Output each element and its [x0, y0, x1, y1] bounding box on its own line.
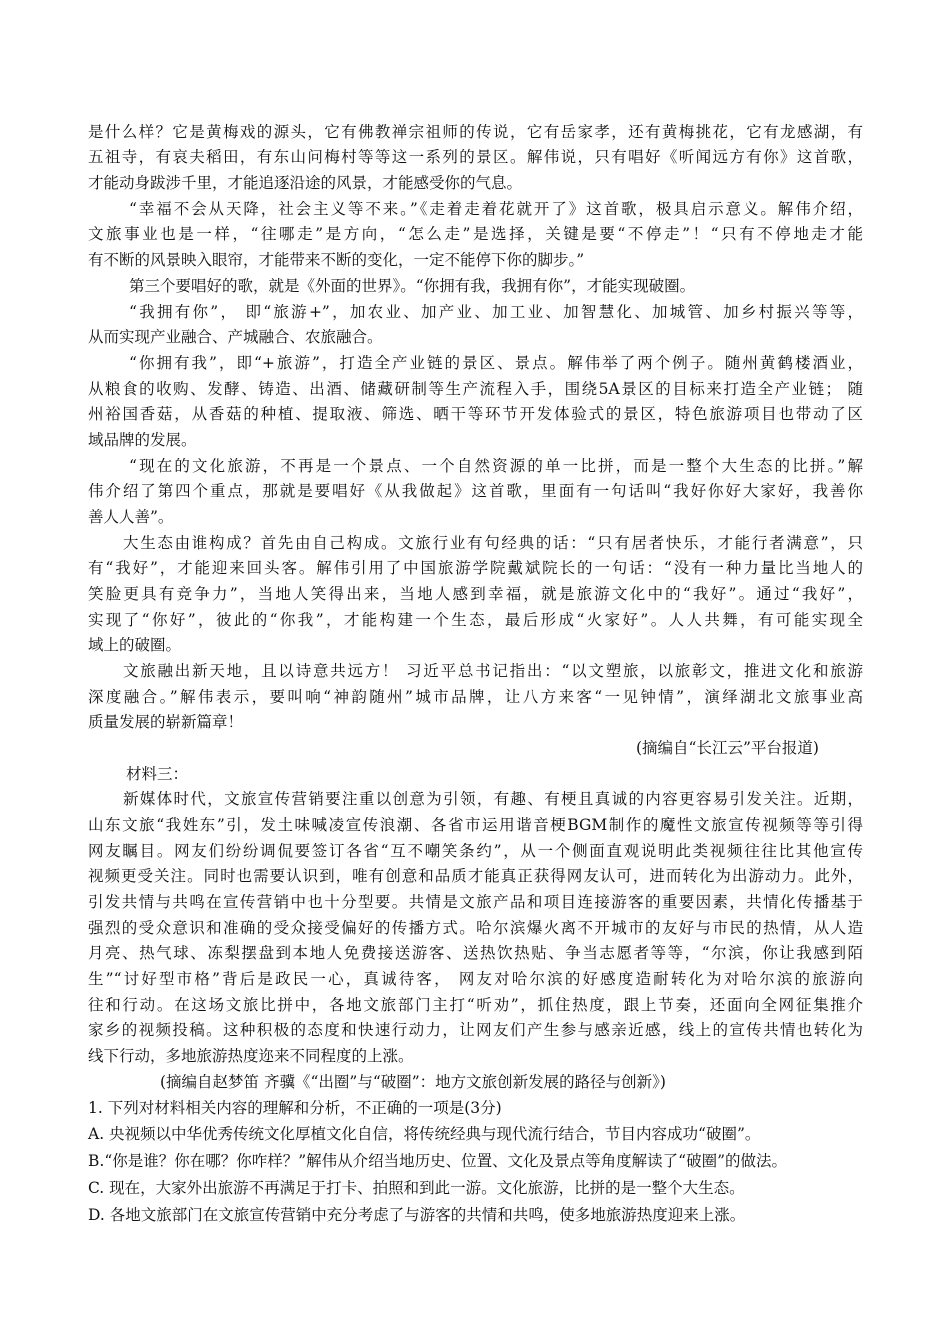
passage-line: “我拥有你”， 即“旅游+”，加农业、加产业、加工业、加智慧化、加城管、加乡村振兴等等，: [129, 303, 863, 321]
passage-line: 强烈的受众意识和准确的受众接受偏好的传播方式。哈尔滨爆火离不开城市的友好与市民的热情，从人造: [88, 919, 863, 937]
passage-line: “幸福不会从天降，社会主义等不来。”《走着走着花就开了》这首歌，极具启示意义。解伟介绍，: [129, 200, 863, 218]
passage-line: 伟介绍了第四个重点，那就是要唱好《从我做起》这首歌，里面有一句话叫“我好你好大家好，我善你: [88, 482, 863, 500]
source-citation: (摘编自“长江云”平台报道): [636, 739, 819, 757]
passage-line: 有不断的风景映入眼帘，才能带来不断的变化，一定不能停下你的脚步。”: [88, 251, 585, 269]
passage-line: 文旅事业也是一样，“往哪走”是方向，“怎么走”是选择，关键是要“不停走”！“只有不停地走才能: [88, 225, 863, 243]
material-label: 材料三：: [126, 765, 189, 783]
passage-line: 笑脸更具有竞争力”，当地人笑得出来，当地人感到幸福，就是旅游文化中的“我好”。通过“我好”，: [88, 585, 863, 603]
passage-line: 引发共情与共鸣在宣传营销中也十分型要。共情是文旅产品和项目连接游客的重要因素，共情化传播基于: [88, 893, 863, 911]
passage-line: 有“我好”，才能迎来回头客。解伟引用了中国旅游学院戴斌院长的一句话：“没有一种力量比当地人的: [88, 559, 863, 577]
source-citation: (摘编自赵梦笛 齐骥《“出圈”与“破圈”：地方文旅创新发展的路径与创新》): [160, 1073, 666, 1091]
passage-line: 域上的破圈。: [88, 636, 182, 654]
passage-line: “现在的文化旅游，不再是一个景点、一个自然资源的单一比拼，而是一整个大生态的比拼。”解: [129, 457, 863, 475]
passage-line: 山东文旅“我姓东”引，发土味喊凌宣传浪潮、各省市运用谐音梗BGM制作的魔性文旅宣传视频等等引得: [88, 816, 863, 834]
passage-line: 家乡的视频投稿。这种积极的态度和快速行动力，让网友们产生参与感亲近感，线上的宣传共情也转化为: [88, 1021, 863, 1039]
passage-line: 深度融合。”解伟表示，要叫响“神韵随州”城市品牌，让八方来客“一见钟情”，演绎湖北文旅事业高: [88, 688, 863, 706]
passage-line: 视频更受关注。同时也需要认识到，唯有创意和品质才能真正获得网友认可，进而转化为出游动力。此外，: [88, 867, 863, 885]
option-b: B.“你是谁？你在哪？你咋样？”解伟从介绍当地历史、位置、文化及景点等角度解读了“破圈”的做法。: [88, 1152, 788, 1170]
option-c: C. 现在，大家外出旅游不再满足于打卡、拍照和到此一游。文化旅游，比拼的是一整个大生态。: [88, 1179, 745, 1197]
passage-line: 从而实现产业融合、产城融合、农旅融合。: [88, 328, 383, 346]
passage-line: 新媒体时代，文旅宣传营销要注重以创意为引领，有趣、有梗且真诚的内容更容易引发关注。近期，: [123, 790, 863, 808]
passage-line: 善人人善”。: [88, 508, 174, 526]
question-stem: 1. 下列对材料相关内容的理解和分析，不正确的一项是(3分): [88, 1099, 502, 1117]
passage-line: 实现了“你好”，彼此的“你我”，才能构建一个生态，最后形成“火家好”。人人共舞，有可能实现全: [88, 611, 863, 629]
passage-line: 大生态由谁构成？首先由自己构成。文旅行业有句经典的话：“只有居者快乐，才能行者满意”，只: [123, 534, 863, 552]
option-a: A. 央视频以中华优秀传统文化厚植文化自信，将传统经典与现代流行结合，节目内容成功“破圈”。: [88, 1125, 761, 1143]
passage-line: 从粮食的收购、发酵、铸造、出酒、储藏研制等生产流程入手，围绕5A景区的目标来打造全产业链； 随: [88, 380, 863, 398]
passage-line: 是什么样？它是黄梅戏的源头，它有佛教禅宗祖师的传说，它有岳家孝，还有黄梅挑花，它有龙感湖，有: [88, 123, 863, 141]
passage-line: 往和行动。在这场文旅比拼中，各地文旅部门主打“听劝”，抓住热度，跟上节奏，还面向全网征集推介: [88, 996, 863, 1014]
passage-line: 才能动身跋涉千里，才能追逐沿途的风景，才能感受你的气息。: [88, 174, 523, 192]
passage-line: 生”“讨好型市格”背后是政民一心，真诚待客， 网友对哈尔滨的好感度造耐转化为对哈尔滨的旅游向: [88, 970, 863, 988]
passage-line: 第三个要唱好的歌，就是《外面的世界》。“你拥有我，我拥有你”，才能实现破圈。: [129, 277, 696, 295]
option-d: D. 各地文旅部门在文旅宣传营销中充分考虑了与游客的共情和共鸣，使多地旅游热度迎来上涨。: [88, 1206, 746, 1224]
passage-line: 线下行动，多地旅游热度迩来不同程度的上涨。: [88, 1047, 414, 1065]
passage-line: 质量发展的崭新篇章！: [88, 713, 244, 731]
passage-line: 文旅融出新天地，且以诗意共远方！ 习近平总书记指出：“以文塑旅，以旅彰文，推进文化和旅游: [123, 662, 863, 680]
passage-line: 域品牌的发展。: [88, 431, 197, 449]
passage-line: 五祖寺，有哀夫稻田，有东山问梅村等等这一系列的景区。解伟说，只有唱好《听闻远方有你》这首歌，: [88, 148, 863, 166]
passage-line: 网友瞩目。网友们纷纷调侃要签订各省“互不嘲笑条约”，从一个侧面直观说明此类视频往往比其他宣传: [88, 842, 863, 860]
passage-line: “你拥有我”，即“+旅游”，打造全产业链的景区、景点。解伟举了两个例子。随州黄鹤楼酒业，: [129, 354, 863, 372]
passage-line: 州裕国香菇，从香菇的种植、提取液、筛选、晒干等环节开发体验式的景区，特色旅游项目也带动了区: [88, 405, 863, 423]
passage-line: 月亮、热气球、冻梨摆盘到本地人免费接送游客、送热饮热贴、争当志愿者等等，“尔滨，你让我感到陌: [88, 944, 863, 962]
